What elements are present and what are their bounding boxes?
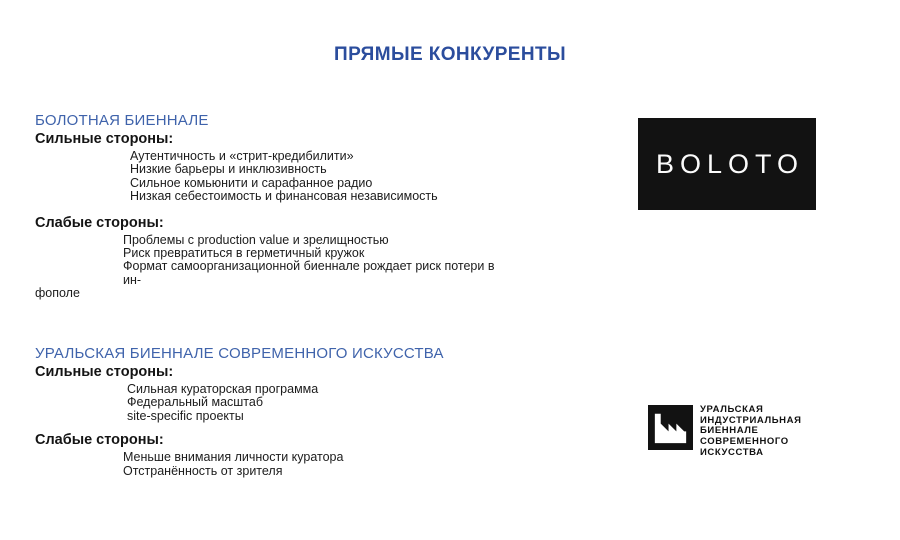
strength-item: site-specific проекты <box>127 408 244 423</box>
weakness-item: Риск превратиться в герметичный кружок <box>123 246 365 261</box>
weaknesses-label: Слабые стороны: <box>35 432 164 449</box>
competitor-section-ural <box>35 345 515 478</box>
section-heading-boloto: БОЛОТНАЯ БИЕННАЛЕ <box>35 112 209 129</box>
ural-logo-line: УРАЛЬСКАЯ <box>700 404 764 415</box>
strength-item: Низкая себестоимость и финансовая независимость <box>130 189 438 204</box>
strengths-label: Сильные стороны: <box>35 364 174 380</box>
ural-logo-line: ИСКУССТВА <box>700 446 764 458</box>
ural-logo-line: ИНДУСТРИАЛЬНАЯ <box>700 414 802 426</box>
weakness-item: Формат самоорганизационной биеннале рождает риск потери в ин- <box>123 259 495 287</box>
competitor-section-boloto <box>35 112 515 301</box>
ural-biennale-logo <box>648 405 802 459</box>
page-title: ПРЯМЫЕ КОНКУРЕНТЫ <box>334 44 566 65</box>
strength-item: Сильное комьюнити и сарафанное радио <box>130 175 373 190</box>
weakness-item-continuation: фополе <box>35 286 80 301</box>
boloto-logo-text: BOLOTO <box>655 148 805 179</box>
ural-logo-text <box>700 405 802 459</box>
strength-item: Сильная кураторская программа <box>127 382 319 396</box>
section-heading-ural: УРАЛЬСКАЯ БИЕННАЛЕ СОВРЕМЕННОГО ИСКУССТВА <box>35 345 444 362</box>
weakness-item: Меньше внимания личности куратора <box>123 450 344 465</box>
strengths-label: Сильные стороны: <box>35 131 174 147</box>
weaknesses-list <box>35 451 515 478</box>
weakness-item: Проблемы с production value и зрелищностью <box>123 232 389 247</box>
factory-icon <box>648 405 693 450</box>
strength-item: Федеральный масштаб <box>127 395 263 410</box>
strength-item: Аутентичность и «стрит-кредибилити» <box>130 149 354 163</box>
boloto-logo <box>638 118 816 210</box>
weaknesses-list <box>35 234 515 288</box>
strengths-list <box>35 383 515 423</box>
weakness-item: Отстранённость от зрителя <box>123 463 283 478</box>
strengths-list <box>35 150 515 204</box>
strength-item: Низкие барьеры и инклюзивность <box>130 162 327 177</box>
weaknesses-label: Слабые стороны: <box>35 214 164 231</box>
ural-logo-line: БИЕННАЛЕ <box>700 425 759 437</box>
ural-logo-line: СОВРЕМЕННОГО <box>700 436 789 448</box>
